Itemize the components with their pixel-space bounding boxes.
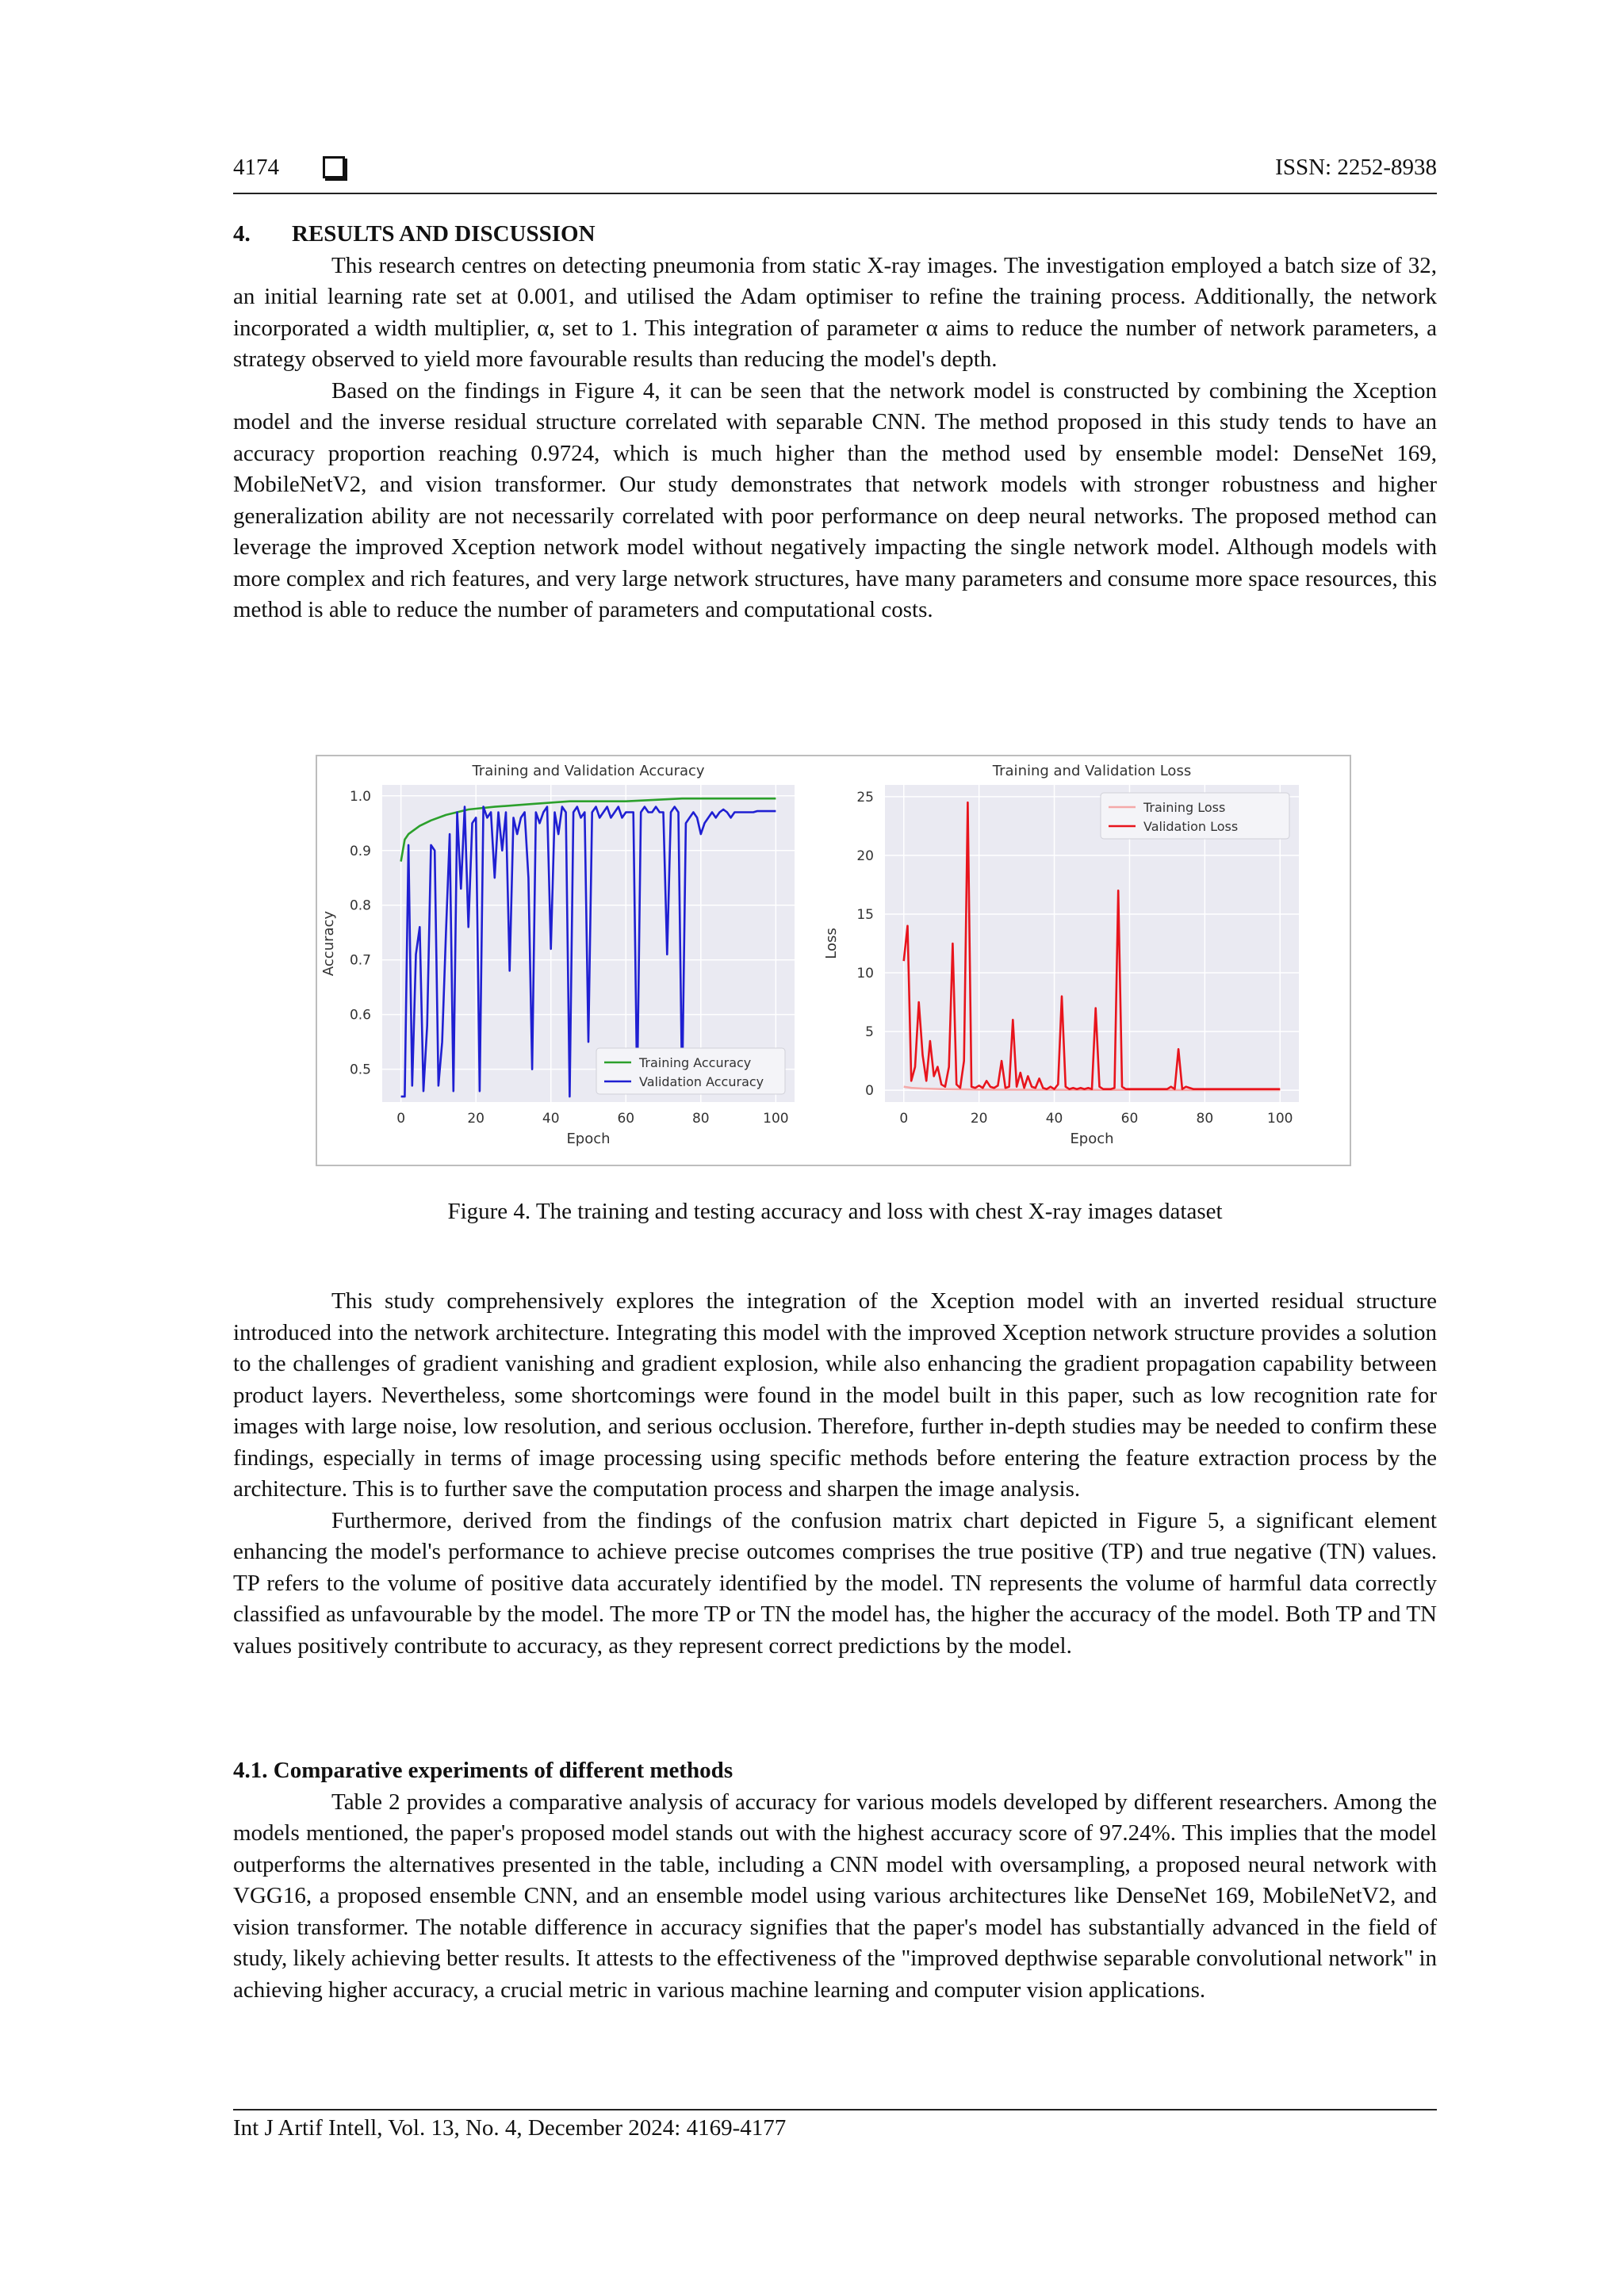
page-header bbox=[233, 155, 1437, 194]
figure-4-plots bbox=[317, 756, 1350, 1165]
chart1-y-tick-label: 1.0 bbox=[349, 788, 371, 805]
chart1-x-axis-label: Epoch bbox=[566, 1131, 611, 1147]
chart2-legend-label: Validation Loss bbox=[1143, 819, 1239, 834]
chart2-x-tick-label: 100 bbox=[1267, 1111, 1293, 1127]
paragraph: This study comprehensively explores the integration of the Xception model with an inverted residual structure introduced into the network architecture. Integrating this model with the improved Xception network structure provides a solution to the challenges of gradient vanishing and gradient explosion, while also enhancing the gradient propagation capability between product layers. Nevertheless, some shortcomings were found in the model built in this paper, such as low recognition rate for images with large noise, low resolution, and serious occlusion. Therefore, further in-depth studies may be needed to confirm these findings, especially in terms of image processing using specific methods before entering the feature extraction process by the architecture. This is to further save the computation process and sharpen the image analysis. bbox=[233, 1288, 1437, 1502]
chart2-x-tick-label: 80 bbox=[1196, 1111, 1214, 1127]
paragraph: Based on the findings in Figure 4, it can be seen that the network model is constructed by combining the Xception model and the inverse residual structure correlated with separable CNN. The method proposed in this study tends to have an accuracy proportion reaching 0.9724, which is much higher than the method used by ensemble model: DenseNet 169, MobileNetV2, and vision transformer. Our study demonstrates that network models with stronger robustness and higher generalization ability are not necessarily correlated with poor performance on deep neural networks. The proposed method can leverage the improved Xception network model without negatively impacting the single network model. Although models with more complex and rich features, and very large network structures, have many parameters and consume more space resources, this method is able to reduce the number of parameters and computational costs. bbox=[233, 377, 1437, 622]
figure-4 bbox=[316, 755, 1351, 1166]
chart1-legend-label: Validation Accuracy bbox=[639, 1074, 764, 1089]
chart2-x-tick-label: 20 bbox=[970, 1111, 988, 1127]
chart1-y-tick-label: 0.9 bbox=[349, 843, 371, 859]
chart2-y-axis-label: Loss bbox=[823, 928, 840, 959]
chart2-y-tick-label: 15 bbox=[856, 906, 874, 923]
chart2-y-tick-label: 5 bbox=[865, 1024, 874, 1041]
chart1-y-tick-label: 0.6 bbox=[349, 1007, 371, 1024]
paragraph: Table 2 provides a comparative analysis of accuracy for various models developed by different researchers. Among the models mentioned, the paper's proposed model stands out with the highest accuracy score of 97.24%. This implies that the model outperforms the alternatives presented in the table, including a CNN model with oversampling, a proposed neural network with VGG16, a proposed ensemble CNN, and an ensemble model using various architectures like DenseNet 169, MobileNetV2, and vision transformer. The notable difference in accuracy signifies that the paper's model has substantially advanced in the field of study, likely achieving better results. It attests to the effectiveness of the "improved depthwise separable convolutional network" in achieving higher accuracy, a crucial metric in various machine learning and computer vision applications. bbox=[233, 1789, 1437, 2003]
subsection-heading: 4.1. Comparative experiments of different methods bbox=[233, 1758, 733, 1783]
chart1-legend-label: Training Accuracy bbox=[639, 1055, 752, 1070]
chart1-y-tick-label: 0.7 bbox=[349, 952, 371, 969]
chart1-x-tick-label: 0 bbox=[396, 1111, 406, 1127]
chart2-title: Training and Validation Loss bbox=[992, 763, 1192, 779]
chart1-x-tick-label: 100 bbox=[763, 1111, 789, 1127]
chart2-x-tick-label: 60 bbox=[1120, 1111, 1139, 1127]
chart1-x-tick-label: 80 bbox=[691, 1111, 710, 1127]
section-middle bbox=[233, 1286, 1437, 1662]
chart2-x-tick-label: 40 bbox=[1045, 1111, 1063, 1127]
chart2-x-axis-label: Epoch bbox=[1070, 1131, 1114, 1147]
chart1-y-axis-label: Accuracy bbox=[320, 910, 337, 977]
chart2-y-tick-label: 25 bbox=[856, 789, 874, 806]
chart1-x-tick-label: 40 bbox=[542, 1111, 560, 1127]
chart2-legend-label: Training Loss bbox=[1143, 800, 1226, 815]
chart2-y-tick-label: 20 bbox=[856, 848, 874, 864]
paragraph: Furthermore, derived from the findings of the confusion matrix chart depicted in Figure 5, a significant element enhancing the model's performance to achieve precise outcomes comprises the true positive (TP) and true negative (TN) values. TP refers to the volume of positive data accurately identified by the model. TN represents the volume of harmful data correctly classified as unfavourable by the model. The more TP or TN the model has, the higher the accuracy of the model. Both TP and TN values positively contribute to accuracy, as they represent correct predictions by the model. bbox=[233, 1507, 1437, 1659]
chart1-x-tick-label: 20 bbox=[467, 1111, 485, 1127]
chart2-y-tick-label: 0 bbox=[865, 1083, 874, 1100]
checkbox-square-icon bbox=[323, 156, 345, 178]
section-heading: 4. RESULTS AND DISCUSSION bbox=[233, 221, 596, 247]
section-top bbox=[233, 219, 1437, 626]
chart2-y-tick-label: 10 bbox=[856, 966, 874, 982]
chart1-y-tick-label: 0.8 bbox=[349, 897, 371, 914]
page-footer bbox=[233, 2109, 1437, 2141]
issn: ISSN: 2252-8938 bbox=[1275, 155, 1437, 180]
page-number: 4174 bbox=[233, 155, 279, 180]
section-bottom bbox=[233, 1755, 1437, 2006]
chart1-x-tick-label: 60 bbox=[617, 1111, 635, 1127]
paragraph: This research centres on detecting pneumonia from static X-ray images. The investigation employed a batch size of 32, an initial learning rate set at 0.001, and utilised the Adam optimiser to refine the training process. Additionally, the network incorporated a width multiplier, α, set to 1. This integration of parameter α aims to reduce the number of network parameters, a strategy observed to yield more favourable results than reducing the model's depth. bbox=[233, 252, 1437, 372]
figure-caption: Figure 4. The training and testing accuracy and loss with chest X-ray images dataset bbox=[447, 1199, 1223, 1224]
chart2-x-tick-label: 0 bbox=[899, 1111, 909, 1127]
journal-citation: Int J Artif Intell, Vol. 13, No. 4, December 2024: 4169-4177 bbox=[233, 2115, 787, 2141]
chart1-title: Training and Validation Accuracy bbox=[472, 763, 705, 779]
chart1-y-tick-label: 0.5 bbox=[349, 1062, 371, 1078]
